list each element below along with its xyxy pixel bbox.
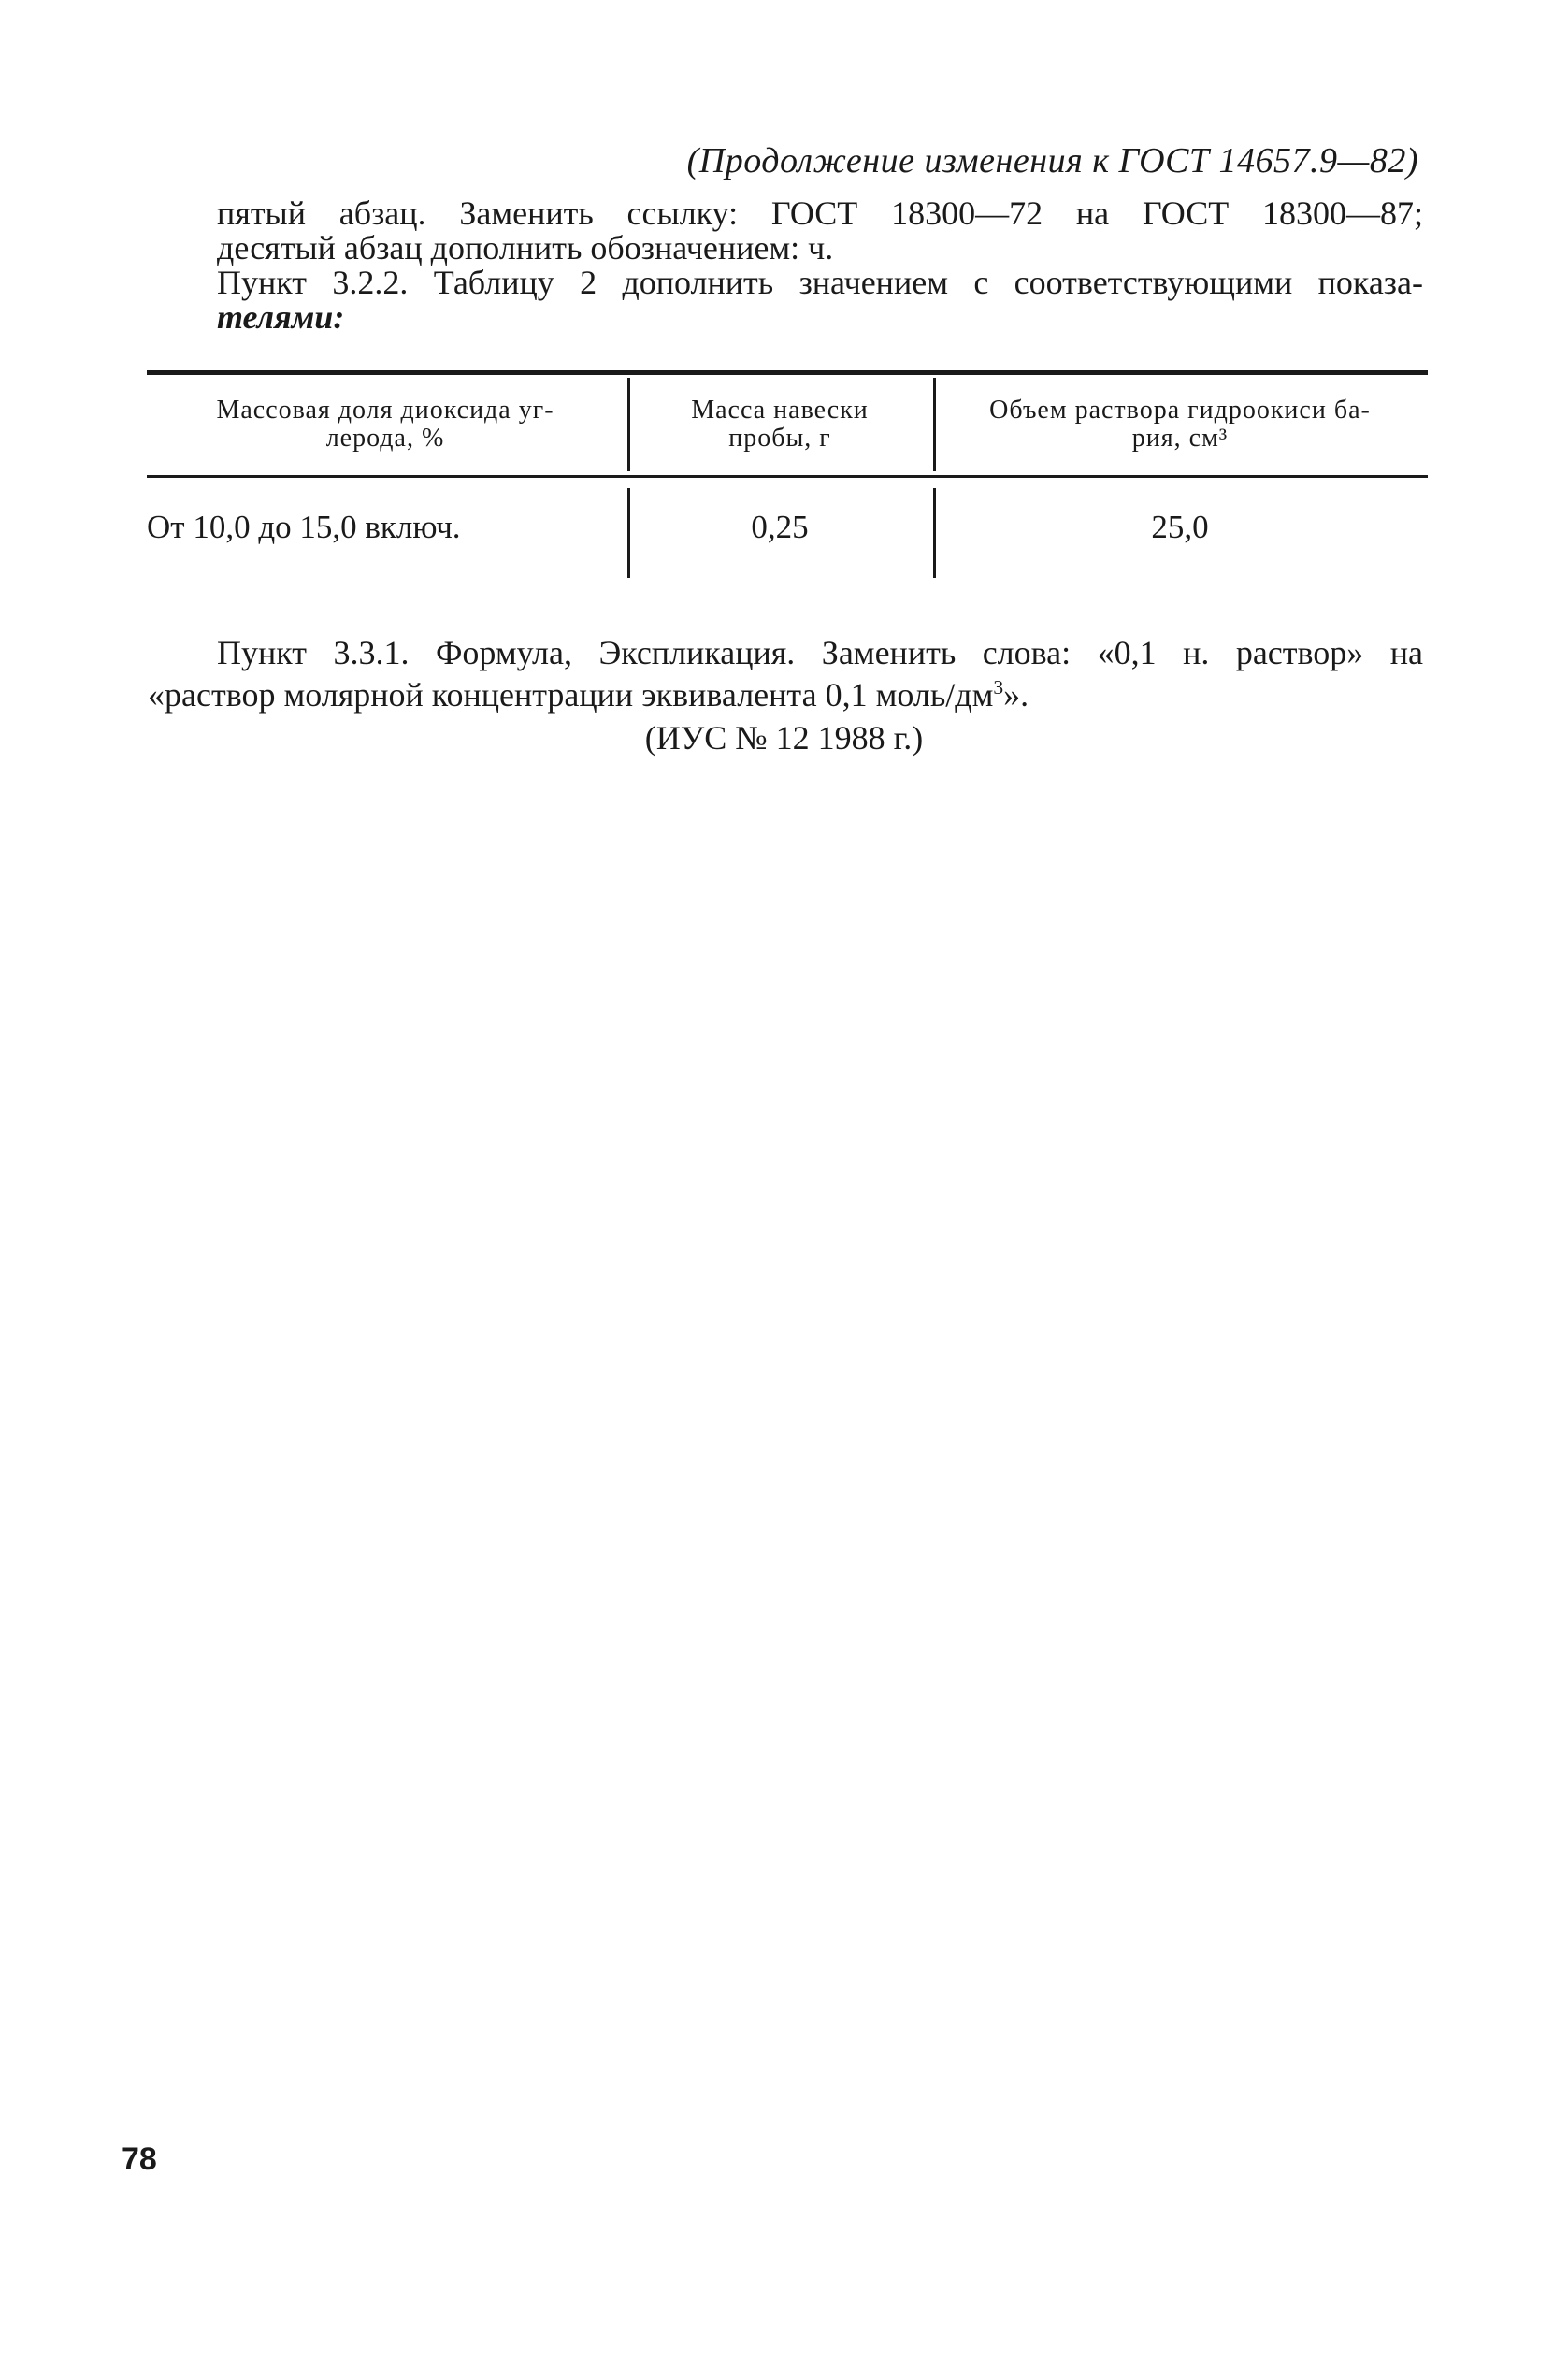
intro-line-1: пятый абзац. Заменить ссылку: ГОСТ 18300—72 на ГОСТ 18300—87; — [217, 195, 1423, 232]
cell-mass-fraction: От 10,0 до 15,0 включ. — [147, 509, 461, 545]
amendment-line-2-end: ». — [1003, 676, 1029, 714]
continuation-header: (Продолжение изменения к ГОСТ 14657.9—82) — [686, 141, 1418, 180]
header-text: рия, см³ — [1131, 424, 1229, 453]
amendment-paragraph — [148, 634, 1423, 714]
header-text: Масса навески — [691, 396, 869, 425]
source-reference: (ИУС № 12 1988 г.) — [644, 719, 924, 757]
header-text: лерода, % — [325, 424, 445, 453]
superscript: 3 — [993, 676, 1004, 699]
intro-line-3: Пункт 3.2.2. Таблицу 2 дополнить значением с соответствующими показа- — [217, 264, 1423, 301]
column-divider — [933, 378, 936, 471]
amendment-line-2 — [148, 670, 1423, 713]
table-header-rule — [147, 475, 1428, 478]
column-header-sample-mass — [631, 396, 928, 453]
column-divider — [627, 488, 630, 578]
column-header-volume — [937, 396, 1423, 453]
amendment-line-2-text: «раствор молярной концентрации эквивалента 0,1 моль/дм — [148, 676, 994, 714]
header-text: пробы, г — [728, 424, 831, 453]
table-top-rule — [147, 370, 1428, 375]
intro-paragraph — [217, 196, 1423, 335]
header-text: Объем раствора гидроокиси ба- — [989, 396, 1371, 425]
amendment-line-1: Пункт 3.3.1. Формула, Экспликация. Заменить слова: «0,1 н. раствор» на — [217, 634, 1423, 671]
column-divider — [933, 488, 936, 578]
cell-sample-mass: 0,25 — [751, 509, 809, 545]
column-header-mass-fraction — [147, 396, 624, 453]
header-text: Массовая доля диоксида уг- — [216, 396, 554, 425]
column-divider — [627, 378, 630, 471]
page-number: 78 — [122, 2141, 157, 2177]
intro-line-2: десятый абзац дополнить обозначением: ч. — [217, 229, 834, 267]
intro-line-4: телями: — [217, 298, 345, 336]
cell-volume: 25,0 — [1151, 509, 1209, 545]
